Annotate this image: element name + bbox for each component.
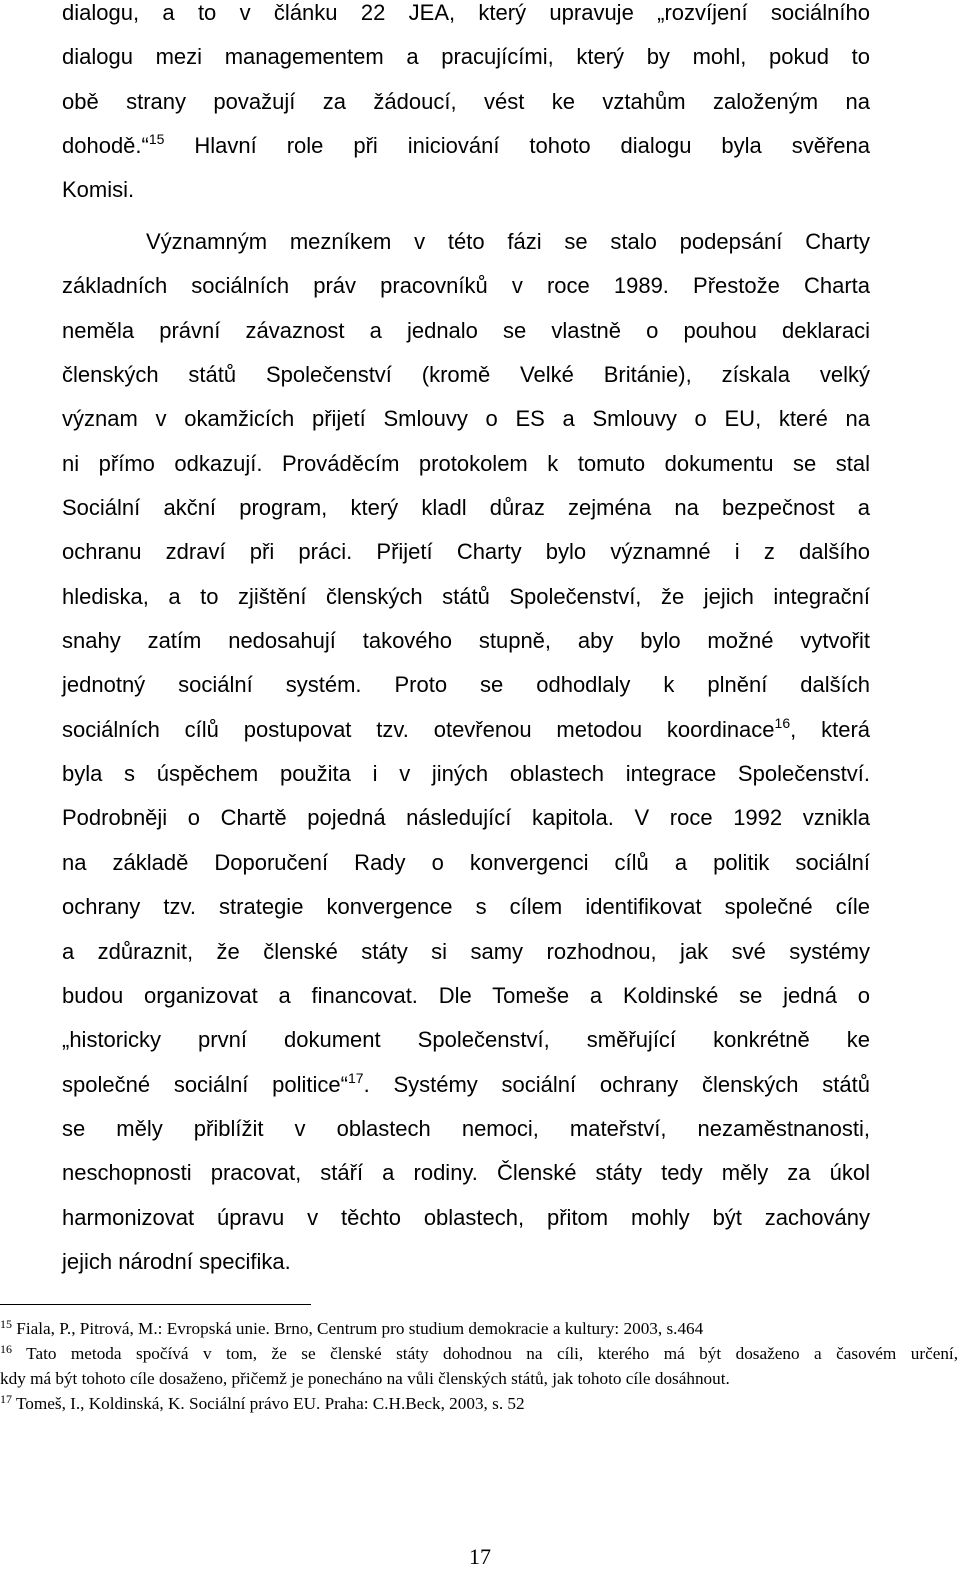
text-line: základních sociálních práv pracovníků v roce 1989. Přestože Charta	[62, 273, 870, 299]
paragraph-2	[62, 220, 870, 1284]
text-line: dialogu mezi managementem a pracujícími, který by mohl, pokud to	[62, 44, 870, 70]
text-line: ni přímo odkazují. Prováděcím protokolem k tomuto dokumentu se stal	[62, 450, 870, 476]
footnote-text: Tomeš, I., Koldinská, K. Sociální právo EU. Praha: C.H.Beck, 2003, s. 52	[12, 1394, 525, 1413]
footnote-text: Tato metoda spočívá v tom, že se členské státy dohodnou na cíli, kterého má být dosaženo a časovém určení,	[12, 1344, 958, 1363]
text-line: byla s úspěchem použita i v jiných oblastech integrace Společenství.	[62, 761, 870, 787]
footnote-ref-16[interactable]: 16	[774, 714, 791, 731]
text-line: hlediska, a to zjištění členských států Společenství, že jejich integrační	[62, 583, 870, 609]
text-line: „historicky první dokument Společenství, směřující konkrétně ke	[62, 1027, 870, 1053]
text-line: neschopnosti pracovat, stáří a rodiny. Členské státy tedy měly za úkol	[62, 1160, 870, 1186]
footnote-17	[0, 1391, 958, 1416]
text-line: obě strany považují za žádoucí, vést ke vztahům založeným na	[62, 88, 870, 114]
text-segment: sociálních cílů postupovat tzv. otevřenou metodou koordinace	[62, 716, 775, 742]
text-segment: Hlavní role při iniciování tohoto dialogu byla svěřena	[164, 133, 870, 159]
text-line: členských států Společenství (kromě Velké Británie), získala velký	[62, 362, 870, 388]
footnote-number: 15	[0, 1317, 12, 1331]
footnote-number: 16	[0, 1342, 12, 1356]
text-segment: . Systémy sociální ochrany členských států	[363, 1071, 870, 1097]
text-line: jednotný sociální systém. Proto se odhodlaly k plnění dalších	[62, 672, 870, 698]
text-line: význam v okamžicích přijetí Smlouvy o ES a Smlouvy o EU, které na	[62, 406, 870, 432]
text-line: se měly přiblížit v oblastech nemoci, mateřství, nezaměstnanosti,	[62, 1115, 870, 1141]
text-line	[62, 1063, 870, 1107]
text-line: Sociální akční program, který kladl důraz zejména na bezpečnost a	[62, 495, 870, 521]
text-line: Podrobněji o Chartě pojedná následující kapitola. V roce 1992 vznikla	[62, 805, 870, 831]
text-line: dialogu, a to v článku 22 JEA, který upravuje „rozvíjení sociálního	[62, 0, 870, 25]
text-line	[62, 708, 870, 752]
text-line: a zdůraznit, že členské státy si samy rozhodnou, jak své systémy	[62, 938, 870, 964]
footnote-number: 17	[0, 1392, 12, 1406]
text-line: Komisi.	[62, 177, 135, 203]
footnote-separator	[0, 1304, 311, 1305]
footnote-text: Fiala, P., Pitrová, M.: Evropská unie. Brno, Centrum pro studium demokracie a kultury: 2003, s.464	[12, 1319, 704, 1338]
text-line: budou organizovat a financovat. Dle Tomeše a Koldinské se jedná o	[62, 982, 870, 1008]
text-line: Významným mezníkem v této fázi se stalo podepsání Charty	[146, 229, 870, 254]
text-segment: dohodě.“	[62, 133, 149, 159]
text-segment: , která	[790, 716, 871, 742]
paragraph-1	[62, 0, 870, 213]
footnote-ref-17[interactable]: 17	[348, 1069, 364, 1086]
page-number: 17	[469, 1544, 491, 1569]
footnote-16	[0, 1341, 958, 1366]
text-line	[62, 124, 870, 168]
text-line: harmonizovat úpravu v těchto oblastech, přitom mohly být zachovány	[62, 1204, 870, 1230]
text-line: snahy zatím nedosahují takového stupně, aby bylo možné vytvořit	[62, 628, 870, 654]
footnote-16-continuation: kdy má být tohoto cíle dosaženo, přičemž je ponecháno na vůli členských států, jak tohoto cíle dosáhnout.	[0, 1369, 730, 1388]
footnotes	[0, 1316, 958, 1416]
text-line: ochrany tzv. strategie konvergence s cílem identifikovat společné cíle	[62, 894, 870, 920]
footnote-ref-15[interactable]: 15	[148, 131, 165, 148]
text-line: na základě Doporučení Rady o konvergenci cílů a politik sociální	[62, 849, 870, 875]
text-line: neměla právní závaznost a jednalo se vlastně o pouhou deklaraci	[62, 317, 870, 343]
text-line: ochranu zdraví při práci. Přijetí Charty bylo významné i z dalšího	[62, 539, 870, 565]
text-line: jejich národní specifika.	[62, 1248, 291, 1274]
text-segment: společné sociální politice“	[62, 1071, 348, 1097]
footnote-15	[0, 1316, 958, 1341]
